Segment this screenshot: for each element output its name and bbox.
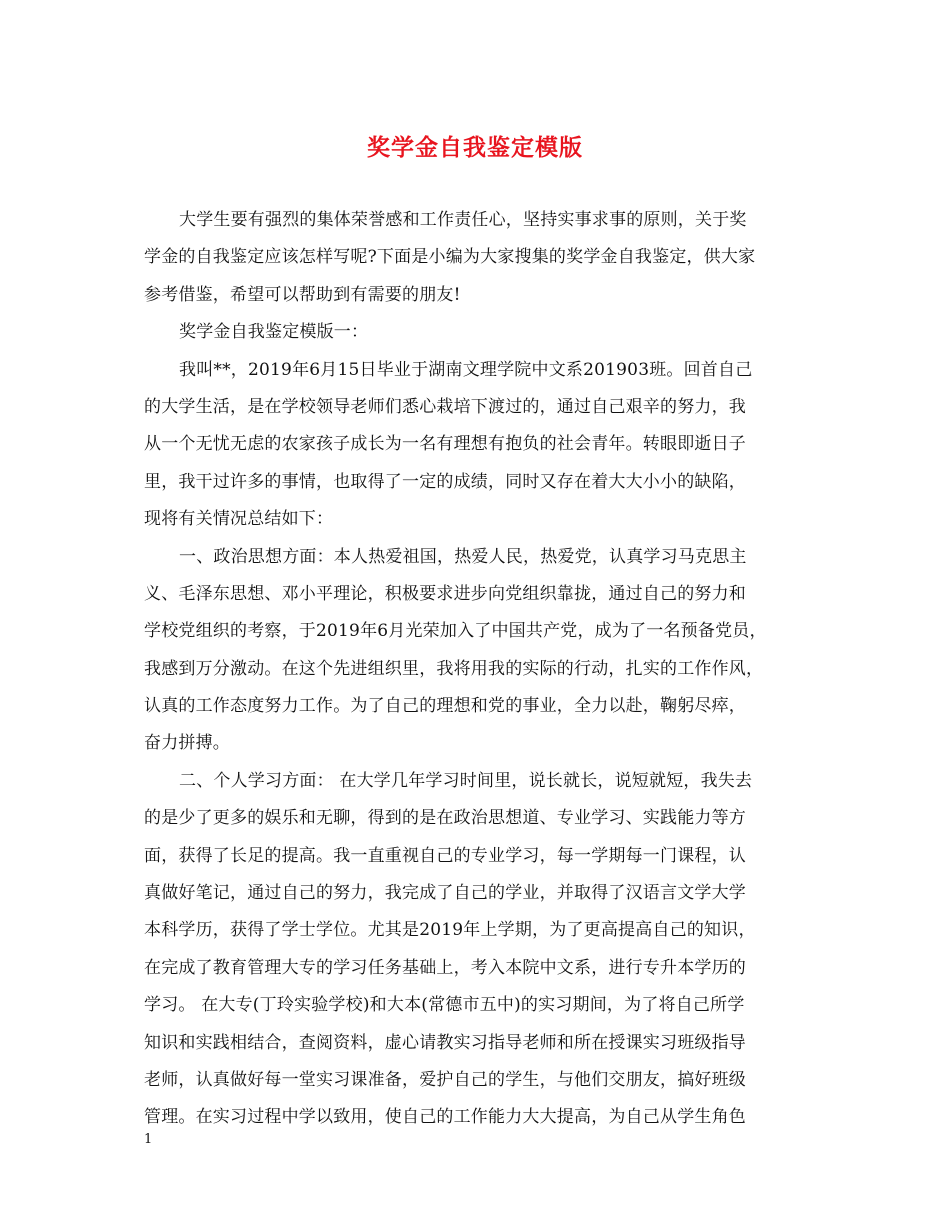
body-line: 参考借鉴，希望可以帮助到有需要的朋友! (144, 284, 461, 305)
body-line: 奋力拼搏。 (144, 733, 230, 754)
document-body (144, 205, 824, 1140)
body-line: 的是少了更多的娱乐和无聊，得到的是在政治思想道、专业学习、实践能力等方 (144, 808, 746, 829)
page-number: 1 (144, 1132, 153, 1147)
body-line: 义、毛泽东思想、邓小平理论，积极要求进步向党组织靠拢，通过自己的努力和 (144, 583, 746, 604)
body-line: 我叫**，2019年6月15日毕业于湖南文理学院中文系201903班。回首自己 (179, 359, 753, 380)
body-line: 学金的自我鉴定应该怎样写呢?下面是小编为大家搜集的奖学金自我鉴定，供大家 (144, 247, 756, 268)
body-line: 从一个无忧无虑的农家孩子成长为一名有理想有抱负的社会青年。转眼即逝日子 (144, 434, 746, 455)
body-line: 在完成了教育管理大专的学习任务基础上，考入本院中文系，进行专升本学历的 (144, 957, 746, 978)
body-line: 面，获得了长足的提高。我一直重视自己的专业学习，每一学期每一门课程，认 (144, 845, 746, 866)
body-line: 真做好笔记，通过自己的努力，我完成了自己的学业，并取得了汉语言文学大学 (144, 883, 746, 904)
section-heading: 奖学金自我鉴定模版一： (179, 322, 369, 343)
body-line: 本科学历，获得了学士学位。尤其是2019年上学期，为了更高提高自己的知识， (144, 920, 756, 941)
body-line: 学校党组织的考察，于2019年6月光荣加入了中国共产党，成为了一名预备党员， (144, 621, 767, 642)
body-line: 认真的工作态度努力工作。为了自己的理想和党的事业，全力以赴，鞠躬尽瘁， (144, 696, 746, 717)
body-line: 老师，认真做好每一堂实习课准备，爱护自己的学生，与他们交朋友，搞好班级 (144, 1069, 746, 1090)
body-line: 里，我干过许多的事情，也取得了一定的成绩，同时又存在着大大小小的缺陷， (144, 471, 746, 492)
body-line: 我感到万分激动。在这个先进组织里，我将用我的实际的行动，扎实的工作作风， (144, 658, 764, 679)
body-line: 的大学生活，是在学校领导老师们悉心栽培下渡过的，通过自己艰辛的努力，我 (144, 396, 746, 417)
body-line: 大学生要有强烈的集体荣誉感和工作责任心，坚持实事求事的原则，关于奖 (179, 210, 747, 230)
body-line: 现将有关情况总结如下： (144, 509, 334, 530)
body-line: 一、政治思想方面：本人热爱祖国，热爱人民，热爱党，认真学习马克思主 (179, 546, 747, 567)
body-line: 管理。在实习过程中学以致用，使自己的工作能力大大提高，为自己从学生角色 (144, 1107, 746, 1128)
body-line: 知识和实践相结合，查阅资料，虚心请教实习指导老师和所在授课实习班级指导 (144, 1032, 746, 1053)
document-title: 奖学金自我鉴定模版 (367, 134, 583, 161)
body-line: 二、个人学习方面： 在大学几年学习时间里，说长就长，说短就短，我失去 (179, 770, 753, 791)
body-line: 学习。 在大专(丁玲实验学校)和大本(常德市五中)的实习期间，为了将自己所学 (144, 995, 745, 1016)
